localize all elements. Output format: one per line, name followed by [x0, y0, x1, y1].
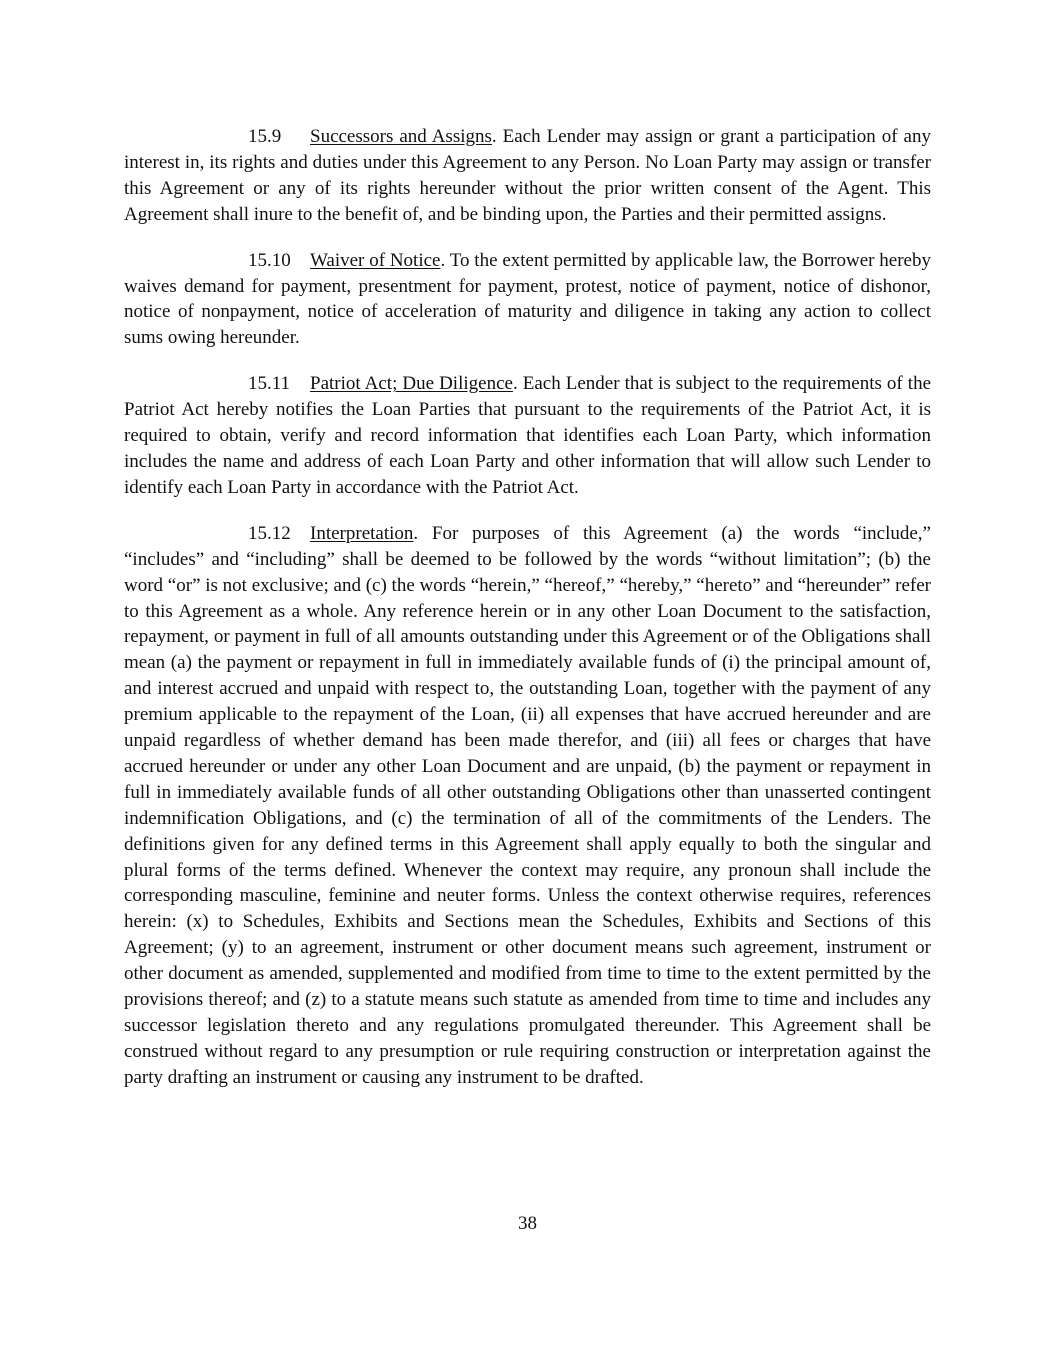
section-text: . For purposes of this Agreement (a) the words “include,” “includes” and “including” shall be deemed to be followed by the words “without limitation”; (b) the word “or” is not exclusive; and (c) the words “herein,” “hereof,” “hereby,” “hereto” and “hereunder” refer to this Agreement as a whole. Any reference herein or in any other Loan Document to the satisfaction, repayment, or payment in full of all amounts outstanding under this Agreement or of the Obligations shall mean (a) the payment or repayment in full in immediately available funds of (i) the principal amount of, and interest accrued and unpaid with respect to, the outstanding Loan, together with the payment of any premium applicable to the repayment of the Loan, (ii) all expenses that have accrued hereunder and are unpaid regardless of whether demand has been made therefor, and (iii) all fees or charges that have accrued hereunder or under any other Loan Document and are unpaid, (b) the payment or repayment in full in immediately available funds of all other outstanding Obligations other than unasserted contingent indemnification Obligations, and (c) the termination of all of the commitments of the Lenders. The definitions given for any defined terms in this Agreement shall apply equally to both the singular and plural forms of the terms defined. Whenever the context may require, any pronoun shall include the corresponding masculine, feminine and neuter forms. Unless the context otherwise requires, references herein: (x) to Schedules, Exhibits and Sections mean the Schedules, Exhibits and Sections of this Agreement; (y) to an agreement, instrument or other document means such agreement, instrument or other document as amended, supplemented and modified from time to time to the extent permitted by the provisions thereof; and (z) to a statute means such statute as amended from time to time and includes any successor legislation thereto and any regulations promulgated thereunder. This Agreement shall be construed without regard to any presumption or rule requiring construction or interpretation against the party drafting an instrument or causing any instrument to be drafted. — [124, 522, 931, 1088]
section-text: . Each Lender may assign or grant a participation of any interest in, its rights and duties under this Agreement to any Person. No Loan Party may assign or transfer this Agreement or any of its rights hereunder without the prior written consent of the Agent. This Agreement shall inure to the benefit of, and be binding upon, the Parties and their permitted assigns. — [124, 126, 931, 225]
section-heading: Successors and Assigns — [310, 126, 492, 147]
section-text: . To the extent permitted by applicable law, the Borrower hereby waives demand for payment, presentment for payment, protest, notice of payment, notice of dishonor, notice of nonpayment, notice of acceleration of maturity and diligence in taking any action to collect sums owing hereunder. — [124, 249, 931, 349]
page-number: 38 — [518, 1213, 537, 1234]
section-15-10 — [124, 248, 931, 352]
section-number: 15.10 — [248, 249, 291, 271]
document-body — [124, 124, 931, 1111]
section-heading: Waiver of Notice — [310, 249, 441, 271]
section-15-9 — [124, 124, 931, 228]
section-heading: Patriot Act; Due Diligence — [310, 373, 513, 395]
section-15-12 — [124, 521, 931, 1091]
section-15-11 — [124, 371, 931, 501]
section-text: . Each Lender that is subject to the requirements of the Patriot Act hereby notifies the Loan Parties that pursuant to the requirements of the Patriot Act, it is required to obtain, verify and record information that identifies each Loan Party, which information includes the name and address of each Loan Party and other information that will allow such Lender to identify each Loan Party in accordance with the Patriot Act. — [124, 373, 932, 498]
section-number: 15.9 — [248, 126, 282, 147]
section-number: 15.12 — [248, 522, 291, 544]
section-heading: Interpretation — [310, 522, 414, 544]
section-number: 15.11 — [248, 373, 291, 395]
